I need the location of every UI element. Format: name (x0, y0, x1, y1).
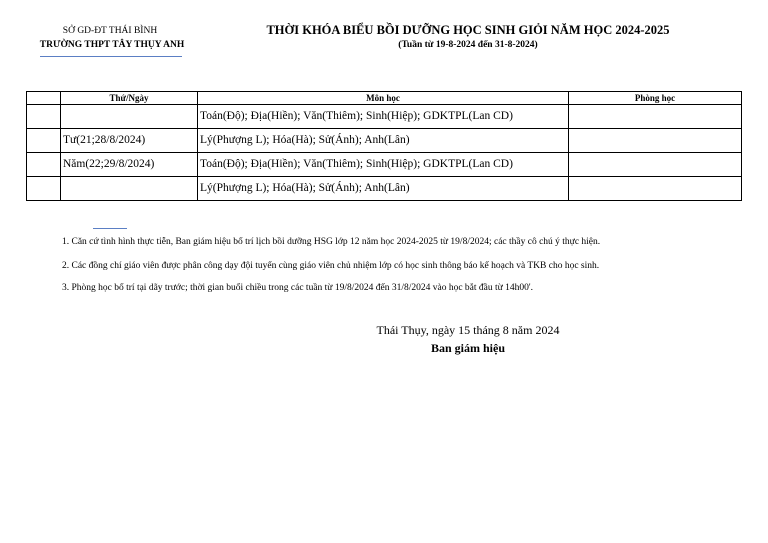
column-header-day: Thứ/Ngày (61, 92, 198, 105)
document-title: THỜI KHÓA BIỂU BỒI DƯỠNG HỌC SINH GIỎI NĂM HỌC 2024-2025 (266, 23, 670, 37)
table-row (27, 129, 742, 153)
department-name: SỞ GD-ĐT THÁI BÌNH (62, 26, 158, 36)
table-header-row (27, 92, 742, 105)
cell-subjects: Lý(Phượng L); Hóa(Hà); Sử(Ánh); Anh(Lân) (198, 177, 569, 201)
cell-index (27, 177, 61, 201)
notes-divider (93, 228, 127, 229)
cell-index (27, 129, 61, 153)
column-header-subjects: Môn học (198, 92, 569, 105)
cell-day: Tư(21;28/8/2024) (61, 129, 198, 153)
signer-title: Ban giám hiệu (430, 341, 505, 355)
column-header-room: Phòng học (569, 92, 742, 105)
cell-day: Năm(22;29/8/2024) (61, 153, 198, 177)
school-name: TRƯỜNG THPT TÂY THỤY ANH (39, 40, 185, 50)
note-2: 2. Các đồng chí giáo viên được phân công dạy đội tuyển cùng giáo viên chủ nhiệm lớp có học sinh thông báo kế hoạch và TKB cho học sinh. (62, 261, 600, 271)
cell-room (569, 105, 742, 129)
place-date: Thái Thụy, ngày 15 tháng 8 năm 2024 (376, 323, 560, 337)
note-3: 3. Phòng học bố trí tại dãy trước; thời gian buổi chiều trong các tuần từ 19/8/2024 đến 31/8/2024 vào học bắt đầu từ 14h00'. (62, 283, 533, 293)
cell-subjects: Toán(Độ); Địa(Hiền); Văn(Thiêm); Sinh(Hiệp); GDKTPL(Lan CD) (198, 105, 569, 129)
cell-day (61, 105, 198, 129)
column-header-index (27, 92, 61, 105)
school-underline (40, 56, 182, 57)
cell-day (61, 177, 198, 201)
cell-subjects: Lý(Phượng L); Hóa(Hà); Sử(Ánh); Anh(Lân) (198, 129, 569, 153)
schedule-table (26, 91, 742, 201)
table-row (27, 177, 742, 201)
table-row (27, 153, 742, 177)
cell-room (569, 177, 742, 201)
cell-subjects: Toán(Độ); Địa(Hiền); Văn(Thiêm); Sinh(Hiệp); GDKTPL(Lan CD) (198, 153, 569, 177)
table-row (27, 105, 742, 129)
cell-index (27, 153, 61, 177)
cell-index (27, 105, 61, 129)
document-subtitle: (Tuần từ 19-8-2024 đến 31-8-2024) (398, 40, 538, 50)
note-1: 1. Căn cứ tình hình thực tiễn, Ban giám hiệu bố trí lịch bồi dưỡng HSG lớp 12 năm học 2024-2025 từ 19/8/2024; các thầy cô chú ý thực hiện. (62, 237, 601, 247)
cell-room (569, 153, 742, 177)
cell-room (569, 129, 742, 153)
